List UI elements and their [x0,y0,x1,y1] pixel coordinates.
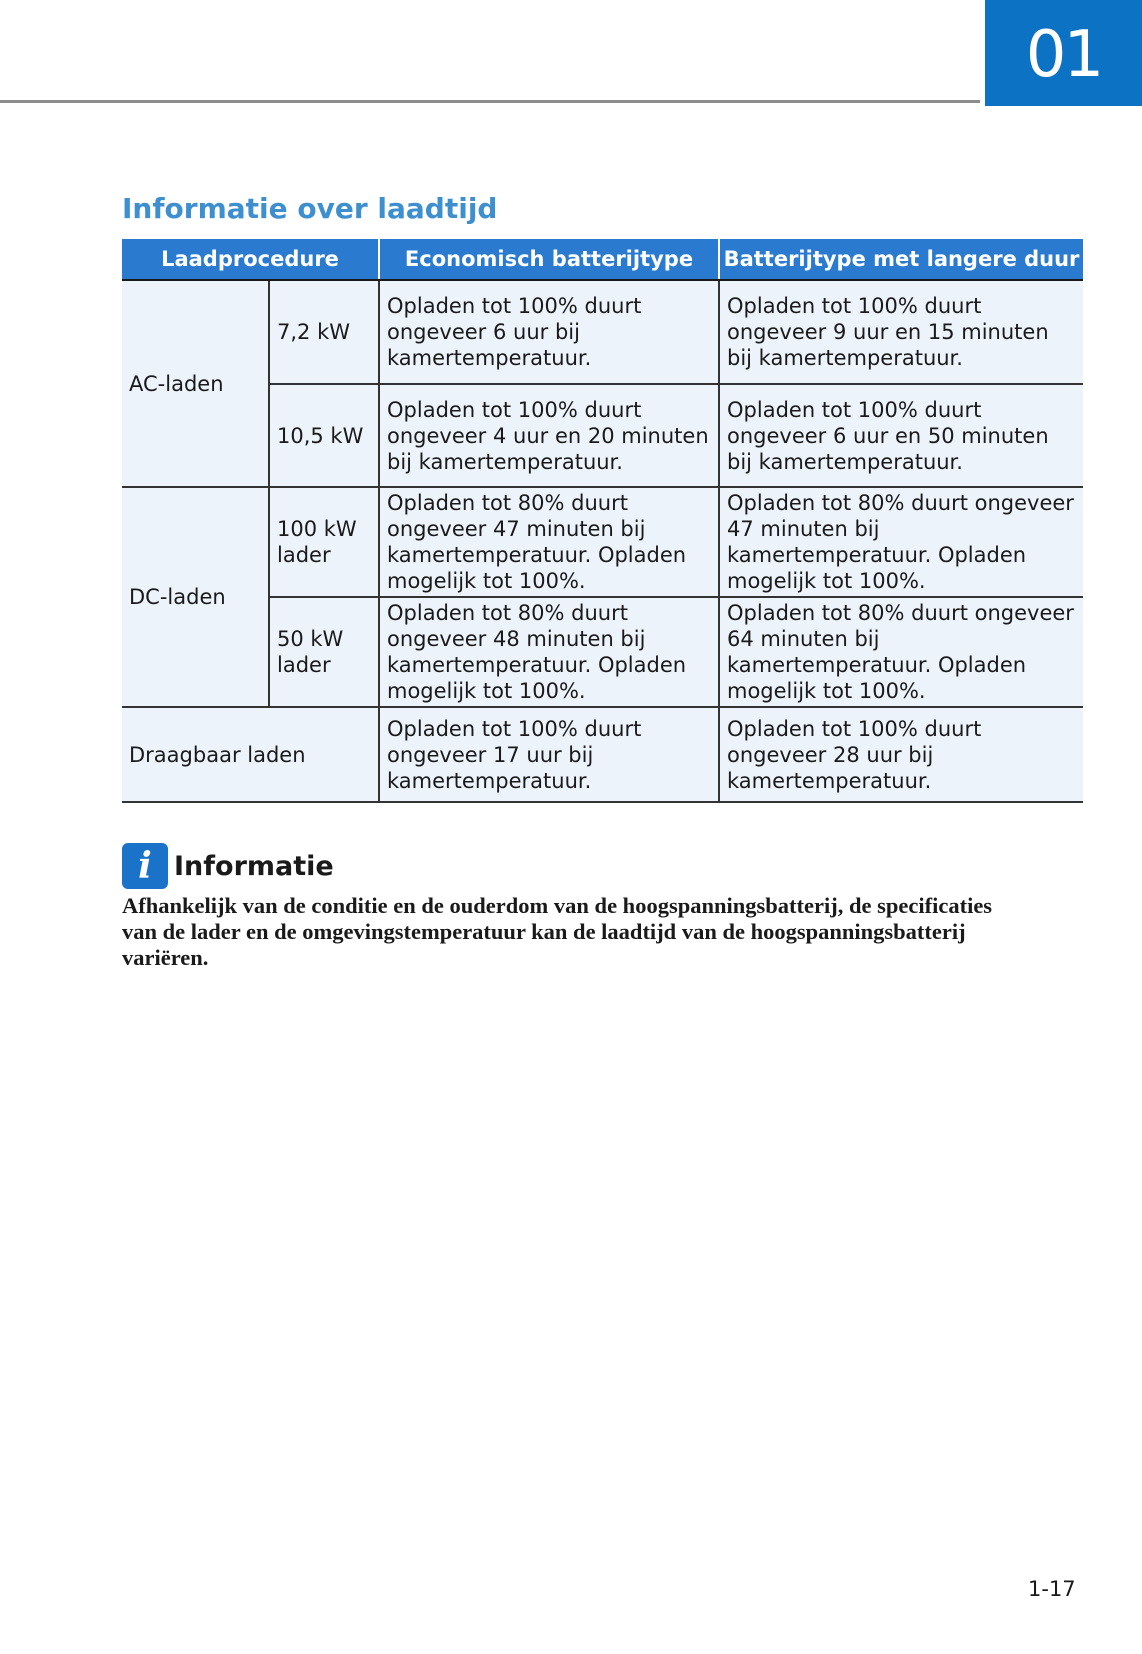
header-economisch: Economisch batterijtype [379,239,719,280]
long-cell: Opladen tot 100% duurt ongeveer 6 uur en 50 minuten bij kamertemperatuur. [719,384,1083,487]
table-header-row [122,239,1083,280]
info-body: Afhankelijk van de conditie en de ouderdom van de hoogspanningsbatterij, de specificaties van de lader en de omgevingstemperatuur kan de laadtijd van de hoogspanningsbatterij variëren. [122,893,993,970]
page-number: 1-17 [1028,1577,1076,1601]
chapter-tab: 01 [985,0,1142,106]
long-cell: Opladen tot 80% duurt ongeveer 47 minuten bij kamertemperatuur. Opladen mogelijk tot 100%. [719,487,1083,597]
long-cell: Opladen tot 80% duurt ongeveer 64 minuten bij kamertemperatuur. Opladen mogelijk tot 100%. [719,597,1083,707]
long-cell: Opladen tot 100% duurt ongeveer 28 uur bij kamertemperatuur. [719,707,1083,802]
info-heading [122,843,334,889]
group-label-ac: AC-laden [122,280,269,487]
power-cell: 10,5 kW [269,384,379,487]
table-row [122,280,1083,384]
eco-cell: Opladen tot 80% duurt ongeveer 47 minuten bij kamertemperatuur. Opladen mogelijk tot 100%. [379,487,719,597]
eco-cell: Opladen tot 100% duurt ongeveer 4 uur en 20 minuten bij kamertemperatuur. [379,384,719,487]
info-title: Informatie [174,850,334,882]
group-label-dc: DC-laden [122,487,269,707]
header-langere-duur: Batterijtype met langere duur [719,239,1083,280]
group-label-draagbaar: Draagbaar laden [122,707,379,802]
eco-cell: Opladen tot 80% duurt ongeveer 48 minuten bij kamertemperatuur. Opladen mogelijk tot 100%. [379,597,719,707]
table-row [122,487,1083,597]
header-laadprocedure: Laadprocedure [122,239,379,280]
section-title: Informatie over laadtijd [122,192,498,225]
power-cell: 100 kW lader [269,487,379,597]
header-rule [0,100,980,103]
table-row [122,707,1083,802]
info-icon: i [122,843,168,889]
eco-cell: Opladen tot 100% duurt ongeveer 17 uur bij kamertemperatuur. [379,707,719,802]
power-cell: 50 kW lader [269,597,379,707]
power-cell: 7,2 kW [269,280,379,384]
eco-cell: Opladen tot 100% duurt ongeveer 6 uur bij kamertemperatuur. [379,280,719,384]
long-cell: Opladen tot 100% duurt ongeveer 9 uur en 15 minuten bij kamertemperatuur. [719,280,1083,384]
charging-time-table [122,239,1083,803]
